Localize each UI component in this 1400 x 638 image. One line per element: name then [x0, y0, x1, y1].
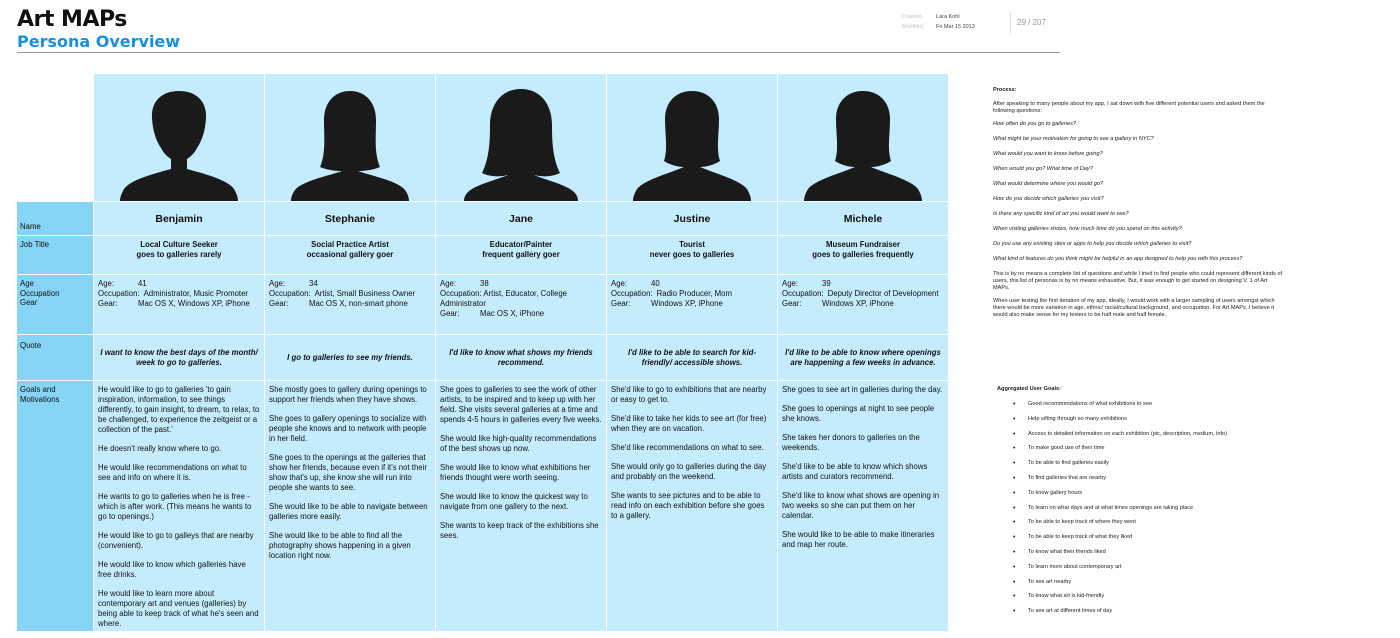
goal-text: He would like to go to galleys that are nearby (convenient).: [98, 531, 254, 550]
goal-text: She wants to see pictures and to be able to read info on each exhibition before she goes to a gallery.: [611, 491, 765, 520]
gear-label: Gear:: [269, 299, 289, 308]
page-title: Art MAPs: [17, 7, 127, 32]
goal-text: She'd like recommendations on what to see.: [611, 443, 764, 452]
job-title: Educator/Painter: [489, 240, 553, 249]
row-label-job-title: Job Title: [17, 236, 93, 275]
modified-date: Fri Mar 15 2013: [936, 24, 975, 30]
row-label-age: Age: [20, 279, 34, 288]
goal-text: She wants to keep track of the exhibitions she sees.: [440, 521, 599, 540]
persona-quote: I want to know the best days of the month/ week to go to galleries.: [93, 335, 264, 381]
page-subtitle: Persona Overview: [17, 32, 181, 51]
gear-value: Mac OS X, Windows XP, iPhone: [138, 299, 250, 308]
list-item: • To be able to find galleries easily: [997, 460, 1287, 475]
goal-text: She would only go to galleries during the day and probably on the weekend.: [611, 462, 767, 481]
goal-text: She goes to openings at night to see people she knows.: [782, 404, 935, 423]
process-notes: [993, 87, 1283, 325]
row-label-goals: Goals and Motivations: [17, 381, 93, 632]
age-value: 41: [138, 279, 147, 288]
occupation-value: Artist, Educator, College Administrator: [440, 289, 568, 308]
age-label: Age:: [269, 279, 286, 288]
goal-text: She mostly goes to gallery during openings to support her friends when they have shows.: [269, 385, 427, 404]
female-silhouette-icon: [289, 85, 411, 201]
occupation-label: Occupation:: [269, 289, 311, 298]
persona-demographics: [93, 275, 264, 335]
job-title: Local Culture Seeker: [140, 240, 218, 249]
persona-demographics: [777, 275, 948, 335]
persona-job: [777, 236, 948, 275]
occupation-value: Deputy Director of Development: [827, 289, 939, 298]
persona-photo-stephanie: [264, 74, 435, 202]
aggregated-goals-list: [997, 401, 1287, 623]
occupation-value: Radio Producer, Mom: [656, 289, 733, 298]
goal-text: She would like to know the quickest way to navigate from one gallery to the next.: [440, 492, 588, 511]
author-name: Lara Kohl: [936, 14, 960, 20]
process-question: When visiting galleries shows, how much time do you spend on this activity?: [993, 226, 1182, 232]
process-paragraph: This is by no means a complete list of questions and while I tried to find people who could represent different kinds of users, this list of personas is by no means exhaustive. But, it was enough to get started on designing V. 1 of Art MAPs.: [993, 271, 1283, 291]
process-question: How do you decide which galleries you visit?: [993, 196, 1104, 202]
age-label: Age:: [782, 279, 799, 288]
created-label: Created: [902, 14, 922, 20]
persona-job: [264, 236, 435, 275]
process-question: What would you want to know before going?: [993, 151, 1103, 157]
age-label: Age:: [611, 279, 628, 288]
age-label: Age:: [440, 279, 457, 288]
list-item: • To make good use of their time: [997, 445, 1287, 460]
persona-demographics: [606, 275, 777, 335]
row-label-occupation: Occupation: [20, 288, 60, 298]
job-subtitle: frequent gallery goer: [482, 250, 560, 259]
goal-text: She'd like to know what shows are opening in two weeks so she can put them on her calendar.: [782, 491, 940, 520]
occupation-label: Occupation:: [98, 289, 140, 298]
goal-text: She would like to know what exhibitions her friends thought were worth seeing.: [440, 463, 591, 482]
gear-value: Mac OS X, non-smart phone: [309, 299, 408, 308]
process-title: Process:: [993, 87, 1017, 93]
goal-text: She goes to see art in galleries during the day.: [782, 385, 943, 394]
gear-value: Mac OS X, iPhone: [480, 309, 545, 318]
row-label-demographics: [17, 275, 93, 335]
gear-value: Windows XP, iPhone: [651, 299, 723, 308]
process-paragraph: When user testing the first iteration of my app, ideally, I would work with a larger sampling of users amongst which there would be more variation in age, ethnic/ racial/cultural background, and occupation. For Art MAPs, I believe it would also make sense for my testers to be half male and half female.: [993, 298, 1275, 318]
persona-goals: [93, 381, 264, 632]
persona-job: [435, 236, 606, 275]
process-question: Is there any specific kind of art you would want to see?: [993, 211, 1129, 217]
list-item: • To see art at different times of day: [997, 608, 1287, 623]
gear-label: Gear:: [440, 309, 460, 318]
age-value: 34: [309, 279, 318, 288]
job-subtitle: occasional gallery goer: [306, 250, 394, 259]
goal-text: She goes to the openings at the galleries that show her friends, because even if it's not their show that's up, she know she will run into people she wants to see.: [269, 453, 427, 492]
job-title: Tourist: [679, 240, 705, 249]
list-item: • Help sifting through so many exhibitions: [997, 416, 1287, 431]
occupation-label: Occupation:: [782, 289, 824, 298]
occupation-label: Occupation:: [440, 289, 482, 298]
job-title: Museum Fundraiser: [825, 240, 901, 249]
goal-text: She would like to be able to make itineraries and map her route.: [782, 530, 935, 549]
aggregated-goals-title: Aggregated User Goals:: [997, 386, 1062, 392]
persona-quote: I'd like to know what shows my friends recommend.: [435, 335, 606, 381]
process-question: Do you use any existing sites or apps to help you decide which galleries to visit?: [993, 241, 1192, 247]
persona-table: [17, 74, 949, 632]
occupation-value: Administrator, Music Promoter: [143, 289, 249, 298]
list-item: • Access to detailed information on each exhibition (pic, description, medium, info): [997, 431, 1287, 446]
persona-name: Justine: [606, 202, 777, 236]
gear-value: Windows XP, iPhone: [822, 299, 894, 308]
modified-label: Modified: [902, 24, 923, 30]
list-item: • To be able to keep track of what they liked: [997, 534, 1287, 549]
goal-text: She'd like to take her kids to see art (for free) when they are on vacation.: [611, 414, 767, 433]
occupation-label: Occupation:: [611, 289, 653, 298]
process-question: How often do you go to galleries?: [993, 121, 1077, 127]
row-label-quote: Quote: [17, 335, 93, 381]
list-item: • To know what their friends liked: [997, 549, 1287, 564]
age-value: 40: [651, 279, 660, 288]
persona-job: [606, 236, 777, 275]
persona-photo-justine: [606, 74, 777, 202]
process-intro: After speaking to many people about my app, I sat down with five different potential users and asked them the following questions:: [993, 101, 1265, 114]
persona-goals: [435, 381, 606, 632]
persona-quote: I go to galleries to see my friends.: [264, 335, 435, 381]
persona-photo-jane: [435, 74, 606, 202]
persona-goals: [606, 381, 777, 632]
goal-text: He doesn't really know where to go.: [98, 444, 222, 453]
goal-text: She goes to gallery openings to socialize with people she knows and to network with people in her field.: [269, 414, 427, 443]
female-silhouette-icon: [631, 85, 753, 201]
persona-quote: I'd like to be able to know where openings are happening a few weeks in advance.: [777, 335, 948, 381]
persona-quote: I'd like to be able to search for kid-friendly/ accessible shows.: [606, 335, 777, 381]
persona-name: Michele: [777, 202, 948, 236]
gear-label: Gear:: [98, 299, 118, 308]
list-item: • To see art nearby: [997, 579, 1287, 594]
job-subtitle: goes to galleries frequently: [812, 250, 914, 259]
list-item: • To know what art is kid-friendly: [997, 593, 1287, 608]
goal-text: She'd like to be able to know which shows artists and curators recommend.: [782, 462, 928, 481]
male-silhouette-icon: [118, 85, 240, 201]
job-subtitle: goes to galleries rarely: [136, 250, 222, 259]
goal-text: She would like high-quality recommendations of the best shows up now.: [440, 434, 597, 453]
goal-text: He would like recommendations on what to see and info on where it is.: [98, 463, 247, 482]
female-silhouette-icon: [460, 85, 582, 201]
list-item: • To find galleries that are nearby: [997, 475, 1287, 490]
table-corner: [17, 74, 93, 202]
document-meta-labels: [902, 12, 923, 32]
persona-name: Benjamin: [93, 202, 264, 236]
female-silhouette-icon: [802, 85, 924, 201]
process-question: When would you go? What time of Day?: [993, 166, 1093, 172]
persona-goals: [264, 381, 435, 632]
goal-text: She would like to be able to navigate between galleries more easily.: [269, 502, 428, 521]
persona-goals: [777, 381, 948, 632]
age-value: 39: [822, 279, 831, 288]
occupation-value: Artist, Small Business Owner: [314, 289, 416, 298]
persona-demographics: [435, 275, 606, 335]
persona-photo-benjamin: [93, 74, 264, 202]
list-item: • To be able to keep track of where they went: [997, 519, 1287, 534]
list-item: • Good recommendations of what exhibitions to see: [997, 401, 1287, 416]
persona-demographics: [264, 275, 435, 335]
job-title: Social Practice Artist: [311, 240, 389, 249]
list-item: • To learn on what days and at what times openings are taking place: [997, 505, 1287, 520]
process-question: What might be your motivation for going to see a gallery in NYC?: [993, 136, 1154, 142]
header-divider: [17, 52, 1060, 53]
process-question: What kind of features do you think might be helpful in an app designed to help you with this process?: [993, 256, 1243, 262]
persona-name: Jane: [435, 202, 606, 236]
row-label-gear: Gear: [20, 298, 38, 307]
goal-text: She takes her donors to galleries on the weekends.: [782, 433, 920, 452]
meta-divider: [1010, 12, 1011, 34]
age-label: Age:: [98, 279, 115, 288]
document-meta-values: [936, 12, 975, 32]
persona-name: Stephanie: [264, 202, 435, 236]
page-number: 29 / 207: [1017, 18, 1046, 27]
goal-text: He would like to go to galleries 'to gain inspiration, information, to see things differently, to gain insight, to dream, to relax, to be challenged, to experience the zeitgeist or a collection of the past.': [98, 385, 260, 434]
persona-photo-michele: [777, 74, 948, 202]
goal-text: She'd like to go to exhibitions that are nearby or easy to get to.: [611, 385, 767, 404]
row-label-name: Name: [17, 202, 93, 236]
job-subtitle: never goes to galleries: [649, 250, 735, 259]
goal-text: She would like to be able to find all the photography shows happening in a given location right now.: [269, 531, 411, 560]
process-question: What would determine where you would go?: [993, 181, 1104, 187]
goal-text: She goes to galleries to see the work of other artists, to be inspired and to keep up with her field. She visits several galleries at a time and spends 4-5 hours in galleries every five weeks.: [440, 385, 602, 424]
gear-label: Gear:: [782, 299, 802, 308]
goal-text: He wants to go to galleries when he is free - which is after work. (This means he wants to go to openings.): [98, 492, 252, 521]
list-item: • To learn more about contemporary art: [997, 564, 1287, 579]
goal-text: He would like to learn more about contemporary art and venues (galleries) by being able to keep track of what he's seen and where.: [98, 589, 259, 628]
goal-text: He would like to know which galleries have free drinks.: [98, 560, 246, 579]
list-item: • To know gallery hours: [997, 490, 1287, 505]
persona-job: [93, 236, 264, 275]
aggregated-goals: [997, 386, 1287, 623]
age-value: 38: [480, 279, 489, 288]
gear-label: Gear:: [611, 299, 631, 308]
